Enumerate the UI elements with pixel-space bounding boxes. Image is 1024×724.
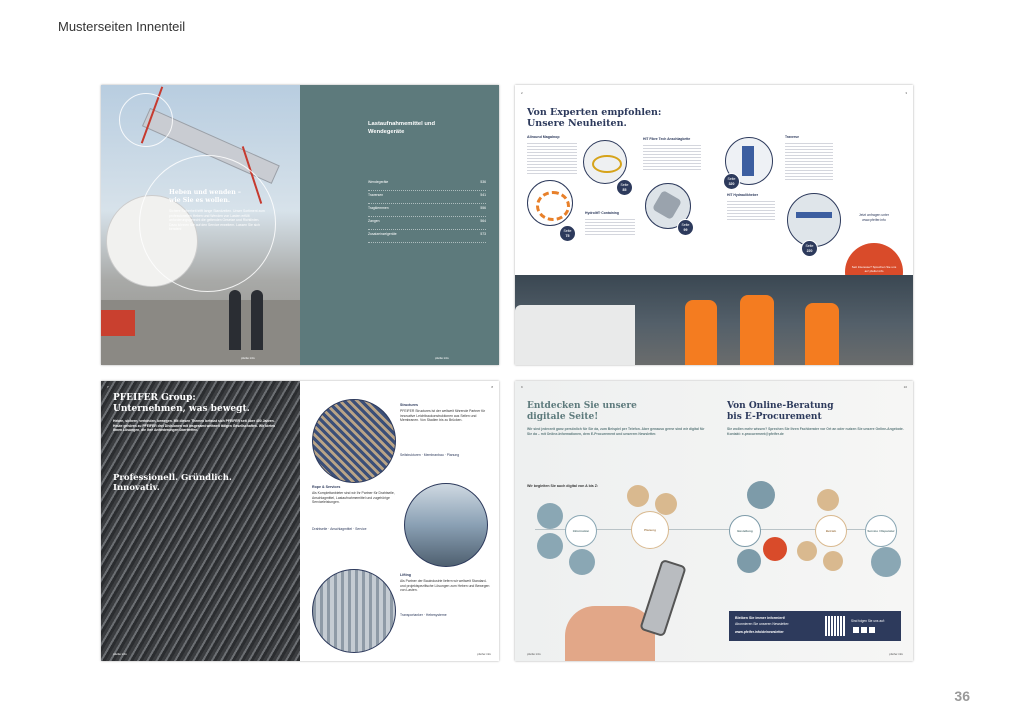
product-name: Allround Magalnop — [527, 135, 560, 139]
product-page-badge — [677, 219, 694, 236]
red-machine-image — [101, 310, 135, 336]
section-body: Als Partner der Bauindustrie liefern wir weltweit Standard- und projektspezifische Lösungen zum Heben und Bewegen von Lasten. — [400, 579, 490, 593]
claim-line1: Professionell. Gründlich. — [113, 473, 232, 483]
spread-lifting-devices — [101, 85, 499, 365]
title-line2: Unsere Neuheiten. — [527, 118, 627, 129]
toc-item[interactable] — [368, 180, 486, 191]
flow-satellite — [871, 547, 901, 577]
newsletter-line2: Abonnieren Sie unseren Newsletter: — [735, 622, 790, 626]
product-page-badge — [559, 225, 576, 242]
flow-satellite — [797, 541, 817, 561]
product-desc-placeholder — [585, 217, 635, 237]
worker-vest-image — [740, 295, 774, 365]
spread1-body: Sichere Sicherheit trifft lange Standzeiten. Unser Sortiment zum professionellen Heben und Wenden von Lasten erfüllt anforderungsgerecht die geltenden Gesetze und Richtlinien. Dazu können Sie auf den Service erweitern. Lassen Sie sich beraten! — [169, 209, 265, 232]
worker-vest-image — [685, 300, 717, 365]
flow-satellite — [817, 489, 839, 511]
toc-item-page: 556 — [480, 206, 486, 210]
title-line1: Von Experten empfohlen: — [527, 107, 662, 118]
section-sub: Transportanker · Hebesysteme — [400, 613, 447, 617]
left-body: Wir sind jederzeit ganz persönlich für Sie da, zum Beispiel per Telefon. Aber genauso gerne sind wir digital für Sie da – mit Online-Informationen, dem E-Procurement und unserem Newsletter. — [527, 427, 705, 436]
product-name: HIT Hydraulikheber — [727, 193, 759, 197]
section-sub: Drahtseile · Anschlagmittel · Service — [312, 527, 367, 531]
page-header-title: Musterseiten Innenteil — [58, 19, 186, 34]
folio-left: pfeifer.info — [241, 356, 255, 360]
toc-item-page: 541 — [480, 193, 486, 197]
badge-label: Seite — [805, 244, 814, 248]
badge-label: Seite — [727, 177, 736, 181]
folio-right: pfeifer.info — [889, 652, 903, 656]
toc-item-label: Wendegeräte — [368, 180, 389, 184]
product-page-badge — [616, 179, 633, 196]
youtube-icon[interactable] — [869, 627, 875, 633]
product-image-sling — [527, 180, 573, 226]
right-title — [727, 401, 834, 422]
qr-code-icon — [825, 616, 845, 636]
badge-page: 85 — [622, 188, 627, 192]
page-number-right: 3 — [905, 91, 907, 95]
flow-label: Wir begleiten Sie auch digital von A bis Z: — [527, 484, 599, 488]
newsletter-url[interactable]: www.pfeifer.info/de/newsletter — [735, 630, 784, 634]
info-text: Jetzt anfragen unter www.pfeifer.info — [858, 213, 890, 222]
workers-image — [229, 290, 241, 350]
folio-right: pfeifer.info — [435, 356, 449, 360]
toc-item-label: Tragklemmen — [368, 206, 389, 210]
product-desc-placeholder — [785, 141, 833, 181]
product-name: HIT Fibre Tech Anschlagkette — [643, 137, 691, 141]
social-label: Sind folgen Sie uns auf: — [851, 619, 885, 623]
product-name: Hydrolit® Containing — [585, 211, 619, 215]
toc-title-line2: Wendegeräte — [368, 128, 405, 135]
product-page-badge — [801, 240, 818, 257]
toc-list — [368, 180, 486, 243]
flow-satellite — [537, 533, 563, 559]
folio-right: pfeifer.info — [477, 652, 491, 656]
left-title-line1: Entdecken Sie unsere — [527, 401, 637, 411]
spread1-headline — [169, 189, 241, 204]
badge-label: Seite — [620, 183, 629, 187]
flow-node-information[interactable]: Information — [565, 515, 597, 547]
title-line1: PFEIFER Group: — [113, 393, 196, 403]
page-number-left: 2 — [521, 91, 523, 95]
lifting-image — [312, 569, 396, 653]
newsletter-line1: Bleiben Sie immer informiert! — [735, 616, 786, 620]
toc-item-page: 564 — [480, 219, 486, 223]
page-toc-lifting — [300, 85, 499, 365]
toc-item-page: 573 — [480, 232, 486, 236]
right-body: Sie wollen mehr wissen? Sprechen Sie Ihren Fachberater vor Ort an oder nutzen Sie unsere Online-Angebote. Kontakt: e-procurement@pfeifer.de — [727, 427, 904, 436]
toc-item[interactable] — [368, 219, 486, 230]
spread-new-products — [515, 85, 913, 365]
left-title-line2: digitale Seite! — [527, 411, 599, 422]
claim-line2: Innovativ. — [113, 483, 160, 493]
spread3-claim — [113, 473, 232, 493]
flow-satellite — [747, 481, 775, 509]
badge-label: Seite — [681, 223, 690, 227]
left-title — [527, 401, 637, 422]
hand-image — [565, 606, 655, 661]
toc-item[interactable] — [368, 193, 486, 204]
flow-node-ordering[interactable]: Bestellung — [729, 515, 761, 547]
facebook-icon[interactable] — [853, 627, 859, 633]
section-title: Lifting — [400, 573, 411, 577]
section-sub: Seilstrukturen · Membranbau · Planung — [400, 453, 460, 457]
smartphone-image — [639, 559, 687, 637]
product-desc-placeholder — [643, 143, 701, 171]
worker-vest-image — [805, 303, 839, 365]
product-image-chain — [583, 140, 627, 184]
promo-text: Seit Interesse? Sprechen Sie uns an! pfeifer.info — [851, 265, 897, 273]
flow-node-planning[interactable]: Planung — [631, 511, 669, 549]
page-number-left: 7 — [107, 385, 109, 389]
toc-item-label: Zangen — [368, 219, 380, 223]
spread3-title — [113, 393, 250, 414]
toc-item-label: Zusatzeinzelgeräte — [368, 232, 397, 236]
spread3-body: Heben, sichern, verbinden, bewegen. Mit diesen Themen befasst sich PFEIFER seit über 400 Jahren. Heute gehören zu PFEIFER drei Divisionen mit insgesamt weltweit tätigen Gesellschaften. Wir bieten Ihnen Lösungen, die Ihre Anforderungen übertreffen. — [113, 419, 276, 433]
toc-item-page: 536 — [480, 180, 486, 184]
badge-label: Seite — [563, 229, 572, 233]
badge-page: 75 — [565, 234, 570, 238]
folio-left: pfeifer.info — [113, 652, 127, 656]
page-number-left: 9 — [521, 385, 523, 389]
flow-satellite — [823, 551, 843, 571]
right-title-line2: bis E-Procurement — [727, 411, 822, 422]
toc-item-label: Traversen — [368, 193, 384, 197]
flow-node-operation[interactable]: Betrieb — [815, 515, 847, 547]
rope-services-image — [404, 483, 488, 567]
flow-node-service[interactable]: Service / Reparatur — [865, 515, 897, 547]
page-company-intro — [101, 381, 300, 661]
spread2-title — [527, 107, 661, 129]
spread-pfeifer-group — [101, 381, 499, 661]
flow-satellite — [537, 503, 563, 529]
toc-title-line1: Lastaufnahmemittel und — [368, 121, 435, 127]
product-page-badge — [723, 173, 740, 190]
section-body: PFEIFER Structures ist der weltweit führende Partner für innovative Leichtbaukonstruktionen aus Seilen und Membranen. Von Stadien bis zu Brücken. — [400, 409, 486, 423]
section-title: Rope & Services — [312, 485, 341, 489]
decorative-circle-small — [119, 93, 173, 147]
section-body: Als Komplettanbieter sind wir Ihr Partner für Drahtseile, Anschlagmittel, Lastaufnahmemittel und zugehörige Serviceleistungen. — [312, 491, 395, 505]
page-divisions — [300, 381, 499, 661]
flow-satellite — [737, 549, 761, 573]
toc-title — [368, 121, 435, 136]
headline-line1: Heben und wenden – — [169, 189, 241, 196]
linkedin-icon[interactable] — [861, 627, 867, 633]
toc-item[interactable] — [368, 206, 486, 217]
headline-line2: wie Sie es wollen. — [169, 196, 230, 204]
badge-page: 99 — [683, 228, 688, 232]
flow-satellite — [655, 493, 677, 515]
page-number: 36 — [954, 688, 970, 704]
spread-digital — [515, 381, 913, 661]
page-photo-lifting — [101, 85, 300, 365]
title-line2: Unternehmen, was bewegt. — [113, 403, 250, 414]
product-name: Traverse — [785, 135, 799, 139]
structures-image — [312, 399, 396, 483]
workers-image-2 — [251, 290, 263, 350]
flow-satellite — [627, 485, 649, 507]
newsletter-bar[interactable] — [729, 611, 901, 641]
folio-left: pfeifer.info — [527, 652, 541, 656]
product-image-lifter — [787, 193, 841, 247]
flow-satellite — [569, 549, 595, 575]
product-desc-placeholder — [727, 199, 775, 221]
toc-item[interactable] — [368, 232, 486, 243]
flow-satellite-highlight — [763, 537, 787, 561]
section-title: Structures — [400, 403, 418, 407]
badge-page: 320 — [728, 182, 735, 186]
page-number-right: 10 — [903, 385, 907, 389]
photo-workers-truck — [515, 275, 913, 365]
badge-page: 220 — [806, 249, 813, 253]
right-title-line1: Von Online-Beratung — [727, 401, 834, 411]
product-desc-placeholder — [527, 141, 577, 175]
truck-image — [515, 305, 635, 365]
page-number-right: 8 — [491, 385, 493, 389]
